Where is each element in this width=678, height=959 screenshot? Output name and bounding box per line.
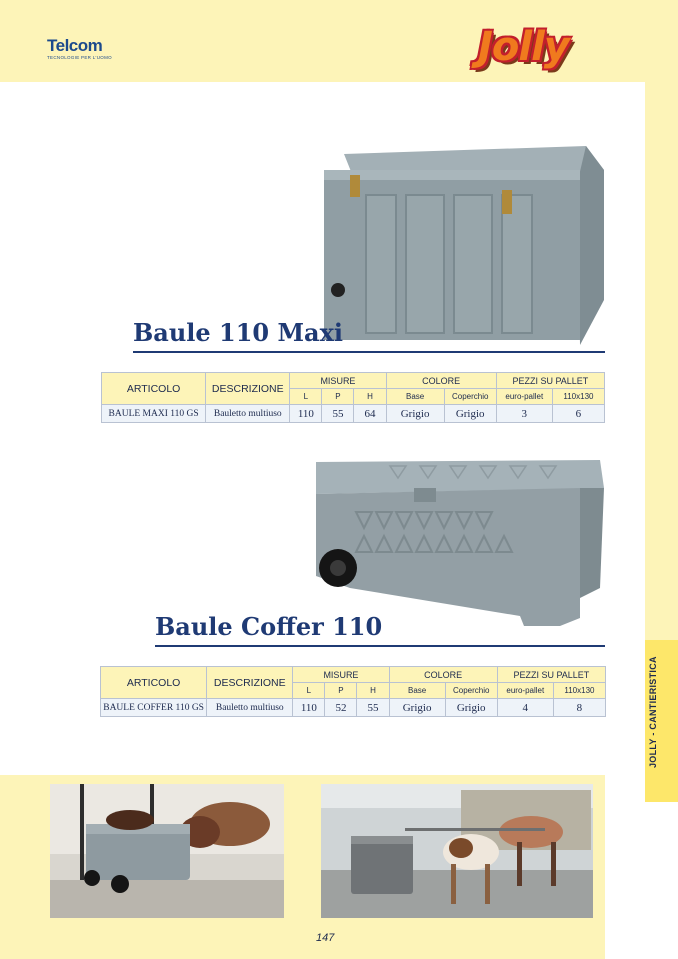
horses-photo-right	[321, 784, 593, 918]
col-colore-header: COLORE	[389, 667, 497, 683]
sub-l: L	[290, 389, 322, 405]
sub-p: P	[325, 683, 357, 699]
page-number: 147	[316, 932, 335, 944]
col-misure-header: MISURE	[290, 373, 386, 389]
spec-table	[101, 372, 605, 423]
product-title: Baule 110 Maxi	[133, 318, 344, 347]
cell-l: 110	[293, 699, 325, 717]
sub-110x130: 110x130	[553, 683, 605, 699]
telcom-logo-text: Telcom	[47, 36, 103, 55]
cell-euro-pallet: 3	[496, 405, 552, 423]
baule-coffer-110-image	[310, 448, 608, 628]
spec-table	[100, 666, 606, 717]
sub-h: H	[357, 683, 389, 699]
cell-coperchio: Grigio	[444, 405, 496, 423]
col-articolo-header: ARTICOLO	[101, 667, 207, 699]
cell-base: Grigio	[389, 699, 445, 717]
cell-h: 55	[357, 699, 389, 717]
sub-coperchio: Coperchio	[445, 683, 497, 699]
sub-euro-pallet: euro-pallet	[497, 683, 553, 699]
cell-coperchio: Grigio	[445, 699, 497, 717]
cell-euro-pallet: 4	[497, 699, 553, 717]
telcom-tagline: TECNOLOGIE PER L'UOMO	[47, 55, 112, 60]
sub-base: Base	[389, 683, 445, 699]
col-colore-header: COLORE	[386, 373, 496, 389]
sub-euro-pallet: euro-pallet	[496, 389, 552, 405]
sub-h: H	[354, 389, 386, 405]
page-header	[0, 0, 645, 82]
col-pezzi-header: PEZZI SU PALLET	[496, 373, 604, 389]
cell-h: 64	[354, 405, 386, 423]
section-tab	[645, 640, 678, 802]
sub-coperchio: Coperchio	[444, 389, 496, 405]
cell-p: 52	[325, 699, 357, 717]
col-descrizione-header: DESCRIZIONE	[206, 373, 290, 405]
cell-base: Grigio	[386, 405, 444, 423]
cell-descrizione: Bauletto multiuso	[206, 405, 290, 423]
product-title: Baule Coffer 110	[155, 612, 383, 641]
col-pezzi-header: PEZZI SU PALLET	[497, 667, 605, 683]
jolly-logo-text: Jolly	[478, 24, 569, 70]
cell-l: 110	[290, 405, 322, 423]
cell-articolo: BAULE MAXI 110 GS	[102, 405, 206, 423]
col-articolo-header: ARTICOLO	[102, 373, 206, 405]
stable-photo-left	[50, 784, 284, 918]
cell-110x130: 8	[553, 699, 605, 717]
section-tab-label: JOLLY - CANTIERISTICA	[648, 656, 658, 768]
sub-110x130: 110x130	[552, 389, 604, 405]
cell-110x130: 6	[552, 405, 604, 423]
title-underline	[155, 645, 605, 647]
table-row	[101, 699, 606, 717]
cell-p: 55	[322, 405, 354, 423]
sub-base: Base	[386, 389, 444, 405]
cell-descrizione: Bauletto multiuso	[207, 699, 293, 717]
telcom-logo	[47, 36, 112, 60]
title-underline	[133, 351, 605, 353]
baule-110-maxi-image	[316, 140, 608, 350]
cell-articolo: BAULE COFFER 110 GS	[101, 699, 207, 717]
col-misure-header: MISURE	[293, 667, 389, 683]
table-row	[102, 405, 605, 423]
sub-l: L	[293, 683, 325, 699]
sub-p: P	[322, 389, 354, 405]
jolly-logo	[472, 18, 607, 80]
col-descrizione-header: DESCRIZIONE	[207, 667, 293, 699]
